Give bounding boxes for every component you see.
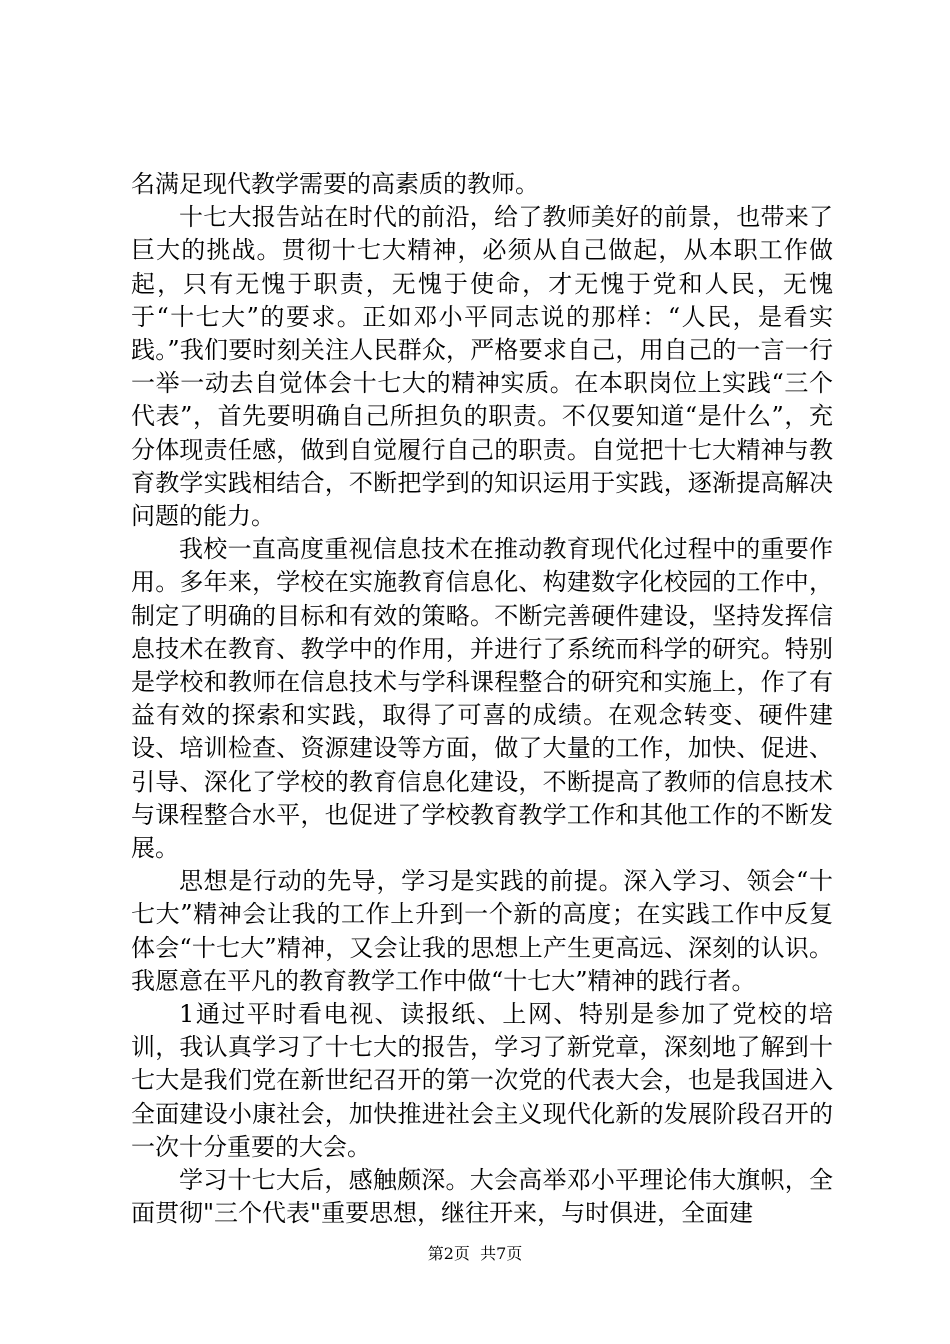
paragraph: 学习十七大后，感触颇深。大会高举邓小平理论伟大旗帜，全面贯彻"三个代表"重要思想，继往开来，与时俱进，全面建 [131,1166,833,1228]
paragraph: 1通过平时看电视、读报纸、上网、特别是参加了党校的培训，我认真学习了十七大的报告，学习了新党章，深刻地了解到十七大是我们党在新世纪召开的第一次党的代表大会，也是我国进入全面建设小康社会，加快推进社会主义现代化新的发展阶段召开的一次十分重要的大会。 [131,1000,833,1161]
paragraph: 十七大报告站在时代的前沿，给了教师美好的前景，也带来了巨大的挑战。贯彻十七大精神，必须从自己做起，从本职工作做起，只有无愧于职责，无愧于使命，才无愧于党和人民，无愧于“十七大”的要求。正如邓小平同志说的那样：“人民，是看实践。”我们要时刻关注人民群众，严格要求自己，用自己的一言一行一举一动去自觉体会十七大的精神实质。在本职岗位上实践“三个代表”，首先要明确自己所担负的职责。不仅要知道“是什么”，充分体现责任感，做到自觉履行自己的职责。自觉把十七大精神与教育教学实践相结合，不断把学到的知识运用于实践，逐渐提高解决问题的能力。 [131,203,833,531]
paragraph: 名满足现代教学需要的高素质的教师。 [131,170,539,198]
paragraph: 我校一直高度重视信息技术在推动教育现代化过程中的重要作用。多年来，学校在实施教育信息化、构建数字化校园的工作中，制定了明确的目标和有效的策略。不断完善硬件建设，坚持发挥信息技术在教育、教学中的作用，并进行了系统而科学的研究。特别是学校和教师在信息技术与学科课程整合的研究和实施上，作了有益有效的探索和实践，取得了可喜的成绩。在观念转变、硬件建设、培训检查、资源建设等方面，做了大量的工作，加快、促进、引导、深化了学校的教育信息化建设，不断提高了教师的信息技术与课程整合水平，也促进了学校教育教学工作和其他工作的不断发展。 [131,535,833,863]
page-number: 第2页 共7页 [427,1244,523,1263]
paragraph: 思想是行动的先导，学习是实践的前提。深入学习、领会“十七大”精神会让我的工作上升到一个新的高度；在实践工作中反复体会“十七大”精神，又会让我的思想上产生更高远、深刻的认识。我愿意在平凡的教育教学工作中做“十七大”精神的践行者。 [131,867,833,995]
document-body [131,168,833,1231]
page-footer [0,1244,950,1264]
